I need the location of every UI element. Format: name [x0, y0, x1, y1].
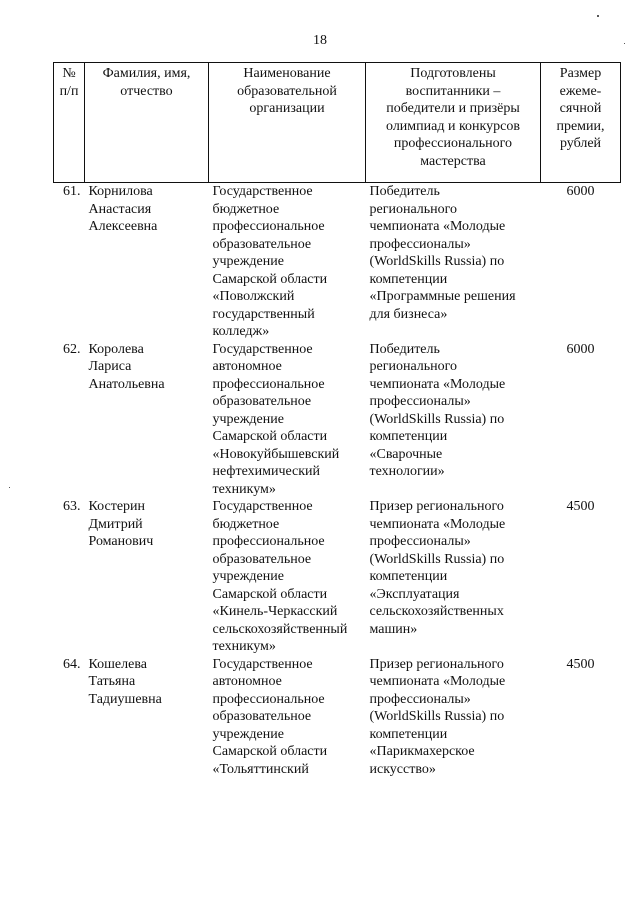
- header-full-name: Фамилия, имя, отчество: [85, 63, 209, 183]
- row-number: 64.: [63, 656, 81, 672]
- row-organization: Государственное бюджетное профессиональное образовательное учреждение Самарской области «Поволжский государственный колледж»: [212, 184, 328, 339]
- row-amount: 6000: [566, 184, 595, 199]
- row-amount: 6000: [566, 341, 595, 357]
- header-organization: Наименование образовательной организации: [209, 63, 366, 183]
- page-number: 18: [313, 33, 327, 48]
- row-organization: Государственное бюджетное профессиональное образовательное учреждение Самарской области «Кинель-Черкасский сельскохозяйственный техникум»: [212, 499, 348, 654]
- row-name: Костерин Дмитрий Романович: [88, 499, 154, 549]
- header-premium-amount: Размер ежеме- сячной премии, рублей: [541, 63, 621, 183]
- row-amount: 4500: [566, 499, 595, 514]
- row-achievement: Победитель регионального чемпионата «Молодые профессионалы» (WorldSkills Russia) по компетенции «Программные решения для бизнеса»: [369, 184, 516, 322]
- table-row: [54, 656, 621, 779]
- row-name: Кошелева Татьяна Тадиушевна: [88, 656, 162, 707]
- row-number: 61.: [63, 184, 81, 199]
- row-organization: Государственное автономное профессиональное образовательное учреждение Самарской области «Новокуйбышевский нефтехимический техникум»: [212, 341, 340, 497]
- awards-table: [53, 62, 621, 778]
- row-organization: Государственное автономное профессиональное образовательное учреждение Самарской области «Тольяттинский: [212, 656, 328, 777]
- row-achievement: Победитель регионального чемпионата «Молодые профессионалы» (WorldSkills Russia) по компетенции «Сварочные технологии»: [369, 341, 506, 479]
- row-amount: 4500: [566, 656, 595, 672]
- scan-speck: [597, 15, 599, 17]
- row-achievement: Призер регионального чемпионата «Молодые профессионалы» (WorldSkills Russia) по компетенции «Эксплуатация сельскохозяйственных машин»: [369, 499, 506, 637]
- row-number: 62.: [63, 341, 81, 357]
- row-achievement: Призер регионального чемпионата «Молодые профессионалы» (WorldSkills Russia) по компетенции «Парикмахерское искусство»: [369, 656, 506, 777]
- row-name: Корнилова Анастасия Алексеевна: [88, 184, 158, 234]
- header-number: № п/п: [54, 63, 85, 183]
- table-row: [54, 341, 621, 499]
- scan-speck: [9, 487, 10, 488]
- row-name: Королева Лариса Анатольевна: [88, 341, 165, 392]
- table-row: [54, 498, 621, 656]
- header-achievement: Подготовлены воспитанники – победители и призёры олимпиад и конкурсов профессионального мастерства: [366, 63, 541, 183]
- table-row: [54, 183, 621, 341]
- table-header: [54, 63, 621, 183]
- row-number: 63.: [63, 499, 81, 514]
